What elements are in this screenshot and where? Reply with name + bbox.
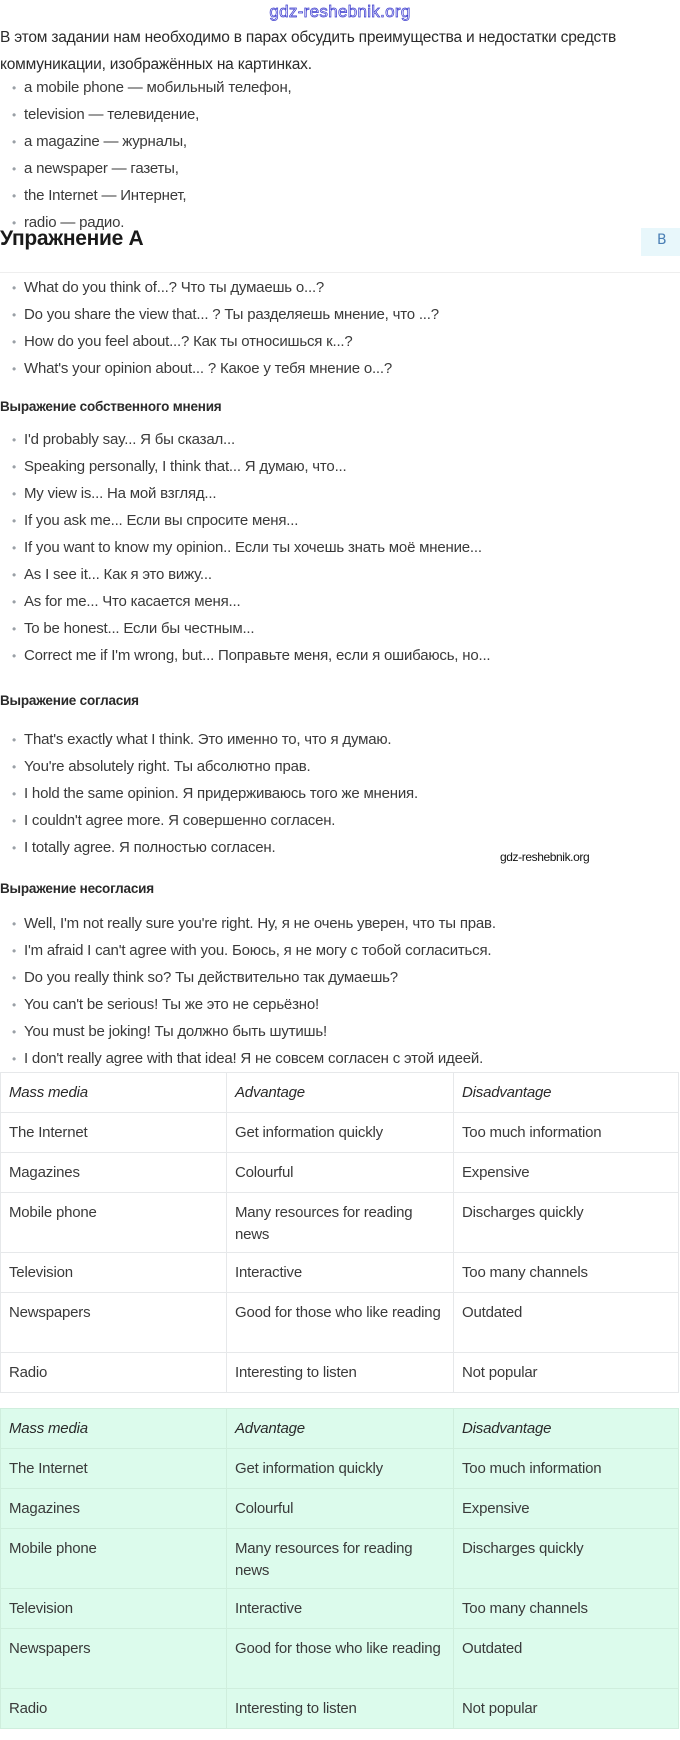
table-header-cell: Mass media [1,1073,227,1113]
table-row [1,1293,679,1353]
table-cell: Mobile phone [1,1529,227,1589]
list-item-text: the Internet — Интернет, [24,187,187,204]
table-cell: Interesting to listen [227,1353,454,1393]
table-cell: Interactive [227,1253,454,1293]
bullet-icon: • [12,487,17,501]
list-item [0,76,680,103]
bullet-icon: • [12,595,17,609]
bullet-icon: • [12,917,17,931]
exercise-b-tab-button[interactable]: B [641,228,680,256]
list-item [0,590,680,617]
table-cell: Outdated [454,1629,679,1689]
bullet-icon: • [12,649,17,663]
table-header-cell: Advantage [227,1409,454,1449]
table-cell: Magazines [1,1153,227,1193]
table-header-row [1,1073,679,1113]
list-item-text: You can't be serious! Ты же это не серьёзно! [24,996,319,1013]
list-item-text: That's exactly what I think. Это именно то, что я думаю. [24,731,392,748]
list-item-text: I'd probably say... Я бы сказал... [24,431,235,448]
table-cell: Outdated [454,1293,679,1353]
bullet-icon: • [12,787,17,801]
list-item-text: As for me... Что касается меня... [24,593,241,610]
list-item [0,993,680,1020]
bullet-icon: • [12,622,17,636]
table-row [1,1353,679,1393]
table-cell: Many resources for reading news [227,1529,454,1589]
list-item [0,939,680,966]
list-item-text: If you want to know my opinion.. Если ты хочешь знать моё мнение... [24,539,482,556]
table-header-cell: Advantage [227,1073,454,1113]
table-cell: Expensive [454,1489,679,1529]
list-item [0,357,680,384]
table-cell: Discharges quickly [454,1193,679,1253]
table-cell: Newspapers [1,1629,227,1689]
table-row [1,1449,679,1489]
table-row [1,1689,679,1729]
intro-list [0,76,680,238]
list-item-text: I don't really agree with that idea! Я не совсем согласен с этой идеей. [24,1050,484,1067]
bullet-icon: • [12,841,17,855]
table-row [1,1489,679,1529]
opinion-heading: Выражение собственного мнения [0,399,222,414]
table-cell: Many resources for reading news [227,1193,454,1253]
table-cell: Too many channels [454,1589,679,1629]
bullet-icon: • [12,135,17,149]
bullet-icon: • [12,216,17,230]
table-cell: Not popular [454,1353,679,1393]
list-item [0,644,680,671]
exercise-title: Упражнение A [0,227,144,250]
table-cell: Mobile phone [1,1193,227,1253]
table-cell: Colourful [227,1153,454,1193]
list-item-text: Speaking personally, I think that... Я думаю, что... [24,458,347,475]
list-item [0,1020,680,1047]
list-item [0,184,680,211]
list-item [0,809,680,836]
list-item-text: radio — радио. [24,214,125,231]
list-item-text: a newspaper — газеты, [24,160,179,177]
bullet-icon: • [12,81,17,95]
mass-media-table [0,1072,679,1393]
list-item-text: a mobile phone — мобильный телефон, [24,79,292,96]
list-item [0,966,680,993]
table-cell: Interactive [227,1589,454,1629]
table-cell: The Internet [1,1449,227,1489]
bullet-icon: • [12,998,17,1012]
list-item [0,482,680,509]
table-cell: Magazines [1,1489,227,1529]
list-item-text: As I see it... Как я это вижу... [24,566,212,583]
list-item-text: Do you share the view that... ? Ты разделяешь мнение, что ...? [24,306,439,323]
table-header-row [1,1409,679,1449]
agreement-heading: Выражение согласия [0,693,139,708]
list-item-text: Do you really think so? Ты действительно так думаешь? [24,969,398,986]
disagreement-list [0,912,680,1074]
table-cell: Radio [1,1353,227,1393]
list-item [0,455,680,482]
table-cell: The Internet [1,1113,227,1153]
list-item-text: What's your opinion about... ? Какое у тебя мнение о...? [24,360,393,377]
list-item-text: Correct me if I'm wrong, but... Поправьте меня, если я ошибаюсь, но... [24,647,491,664]
watermark-top: gdz-reshebnik.org [269,2,411,21]
table-header-cell: Disadvantage [454,1073,679,1113]
disagreement-heading: Выражение несогласия [0,881,154,896]
bullet-icon: • [12,814,17,828]
table-cell: Not popular [454,1689,679,1729]
bullet-icon: • [12,541,17,555]
table-cell: Interesting to listen [227,1689,454,1729]
mass-media-table-highlighted [0,1408,679,1729]
list-item [0,276,680,303]
list-item [0,1047,680,1074]
table-header-cell: Disadvantage [454,1409,679,1449]
bullet-icon: • [12,1052,17,1066]
list-item-text: What do you think of...? Что ты думаешь о...? [24,279,325,296]
bullet-icon: • [12,971,17,985]
table-row [1,1153,679,1193]
opinion-list [0,428,680,671]
list-item [0,728,680,755]
list-item-text: I hold the same opinion. Я придерживаюсь того же мнения. [24,785,418,802]
list-item [0,755,680,782]
list-item-text: I'm afraid I can't agree with you. Боюсь, я не могу с тобой согласиться. [24,942,492,959]
list-item [0,836,680,863]
table-cell: Television [1,1253,227,1293]
table-cell: Expensive [454,1153,679,1193]
list-item-text: If you ask me... Если вы спросите меня... [24,512,299,529]
table-cell: Get information quickly [227,1113,454,1153]
table-cell: Discharges quickly [454,1529,679,1589]
list-item-text: You must be joking! Ты должно быть шутишь! [24,1023,327,1040]
table-row [1,1253,679,1293]
bullet-icon: • [12,460,17,474]
table-cell: Too many channels [454,1253,679,1293]
list-item-text: a magazine — журналы, [24,133,187,150]
list-item-text: How do you feel about...? Как ты относишься к...? [24,333,353,350]
table-cell: Television [1,1589,227,1629]
list-item [0,617,680,644]
bullet-icon: • [12,1025,17,1039]
list-item [0,563,680,590]
list-item [0,428,680,455]
table-cell: Good for those who like reading [227,1293,454,1353]
bullet-icon: • [12,108,17,122]
agreement-list [0,728,680,863]
list-item [0,509,680,536]
bullet-icon: • [12,162,17,176]
divider [0,272,680,273]
table-cell: Newspapers [1,1293,227,1353]
bullet-icon: • [12,281,17,295]
bullet-icon: • [12,433,17,447]
list-item-text: I couldn't agree more. Я совершенно согласен. [24,812,336,829]
watermark: gdz-reshebnik.org [500,850,590,864]
table-row [1,1589,679,1629]
list-item [0,782,680,809]
list-item-text: My view is... На мой взгляд... [24,485,217,502]
list-item-text: To be honest... Если бы честным... [24,620,255,637]
list-item-text: television — телевидение, [24,106,200,123]
bullet-icon: • [12,514,17,528]
table-cell: Colourful [227,1489,454,1529]
table-cell: Too much information [454,1113,679,1153]
list-item [0,130,680,157]
bullet-icon: • [12,733,17,747]
list-item [0,157,680,184]
bullet-icon: • [12,189,17,203]
intro-text: В этом задании нам необходимо в парах обсудить преимущества и недостатки средств коммуникации, изображённых на картинках. [0,29,617,73]
list-item [0,330,680,357]
table-row [1,1529,679,1589]
list-item-text: Well, I'm not really sure you're right. Ну, я не очень уверен, что ты прав. [24,915,496,932]
list-item [0,103,680,130]
table-row [1,1629,679,1689]
bullet-icon: • [12,335,17,349]
bullet-icon: • [12,308,17,322]
list-item [0,303,680,330]
table-cell: Too much information [454,1449,679,1489]
table-cell: Get information quickly [227,1449,454,1489]
bullet-icon: • [12,568,17,582]
questions-list [0,276,680,384]
list-item-text: I totally agree. Я полностью согласен. [24,839,276,856]
table-header-cell: Mass media [1,1409,227,1449]
list-item [0,536,680,563]
bullet-icon: • [12,944,17,958]
bullet-icon: • [12,760,17,774]
list-item [0,912,680,939]
table-row [1,1193,679,1253]
table-cell: Good for those who like reading [227,1629,454,1689]
list-item-text: You're absolutely right. Ты абсолютно прав. [24,758,311,775]
bullet-icon: • [12,362,17,376]
table-row [1,1113,679,1153]
table-cell: Radio [1,1689,227,1729]
